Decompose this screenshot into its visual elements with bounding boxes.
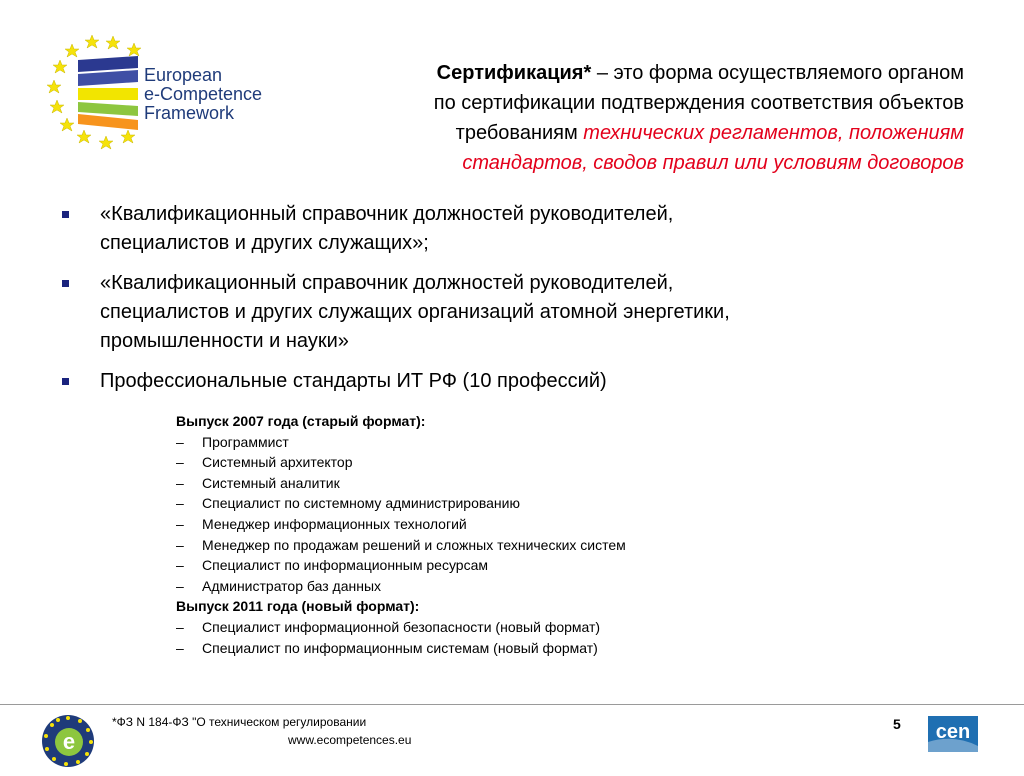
logo-line-1: European — [144, 65, 223, 85]
logo-line-3: Framework — [144, 103, 235, 123]
release-2007-item — [176, 473, 876, 494]
logo-line-2: e-Competence — [144, 84, 263, 104]
bullet-line: специалистов и других служащих»; — [100, 232, 429, 254]
release-2007-item — [176, 576, 876, 597]
footnote-law: *ФЗ N 184-ФЗ "О техническом регулировании — [112, 715, 367, 729]
release-2007-item — [176, 535, 876, 556]
release-2011-item — [176, 617, 876, 638]
e-competence-badge-icon — [40, 711, 100, 771]
bullet-line: промышленности и науки» — [100, 330, 349, 352]
bullet-line: Профессиональные стандарты ИТ РФ (10 профессий) — [100, 370, 607, 392]
cen-logo-icon — [924, 712, 984, 762]
definition-line-2: по сертификации подтверждения соответствия объектов — [433, 92, 964, 114]
bullet-item — [60, 200, 960, 258]
dash-icon: – — [176, 454, 184, 471]
stripe-yellow — [78, 88, 138, 100]
footer-divider — [0, 704, 1024, 705]
standards-releases — [176, 411, 876, 658]
bullet-line: «Квалификационный справочник должностей руководителей, — [100, 272, 674, 294]
item-text: Специалист информационной безопасности (новый формат) — [202, 618, 601, 635]
stripe-orange — [78, 114, 138, 130]
dash-icon: – — [176, 618, 184, 635]
definition-term: Сертификация* — [436, 62, 592, 84]
item-text: Администратор баз данных — [202, 577, 382, 594]
item-text: Менеджер информационных технологий — [202, 515, 467, 532]
certification-definition — [274, 58, 964, 178]
dash-icon: – — [176, 557, 184, 574]
footer-url-link[interactable]: www.ecompetences.eu — [288, 733, 412, 747]
stripe-green — [78, 102, 138, 116]
square-bullet-icon — [62, 378, 69, 385]
page-number: 5 — [893, 716, 901, 732]
item-text: Системный аналитик — [202, 474, 340, 491]
dash-icon: – — [176, 433, 184, 450]
bullet-list — [60, 200, 960, 407]
cen-logo-graphic — [924, 712, 984, 762]
item-text: Специалист по системному администрированию — [202, 495, 520, 512]
stripe-navy — [78, 56, 138, 72]
definition-line-4: стандартов, сводов правил или условиям договоров — [462, 152, 964, 174]
dash-icon: – — [176, 639, 184, 656]
release-2011-item — [176, 638, 876, 659]
definition-line-1 — [274, 58, 964, 88]
dash-icon: – — [176, 536, 184, 553]
item-text: Программист — [202, 433, 289, 450]
release-2011-heading: Выпуск 2011 года (новый формат): — [176, 598, 420, 615]
square-bullet-icon — [62, 280, 69, 287]
dash-icon: – — [176, 495, 184, 512]
item-text: Менеджер по продажам решений и сложных технических систем — [202, 536, 626, 553]
bullet-line: «Квалификационный справочник должностей руководителей, — [100, 203, 674, 225]
definition-line-3 — [274, 118, 964, 148]
ecf-logo-text — [144, 66, 262, 123]
bullet-item — [60, 367, 960, 396]
release-2007-item — [176, 514, 876, 535]
release-2007-item — [176, 555, 876, 576]
e-badge-graphic — [40, 711, 100, 771]
release-2007-heading: Выпуск 2007 года (старый формат): — [176, 413, 426, 429]
bullet-line: специалистов и других служащих организаций атомной энергетики, — [100, 301, 730, 323]
dash-icon: – — [176, 577, 184, 594]
item-text: Специалист по информационным ресурсам — [202, 557, 488, 574]
square-bullet-icon — [62, 211, 69, 218]
ecf-logo — [40, 30, 280, 160]
definition-text-1: – это форма осуществляемого органом — [591, 62, 964, 84]
definition-text-3: требованиям — [455, 122, 584, 144]
stripe-blue — [78, 70, 138, 86]
definition-red-3: технических регламентов, положениям — [583, 122, 964, 144]
bullet-item — [60, 269, 960, 356]
item-text: Специалист по информационным системам (новый формат) — [202, 639, 598, 656]
dash-icon: – — [176, 474, 184, 491]
svg-text:e: e — [62, 729, 76, 754]
release-2007-item — [176, 493, 876, 514]
release-2007-item — [176, 432, 876, 453]
dash-icon: – — [176, 515, 184, 532]
cen-logo-text: cen — [935, 721, 971, 743]
item-text: Системный архитектор — [202, 454, 353, 471]
release-2007-item — [176, 452, 876, 473]
